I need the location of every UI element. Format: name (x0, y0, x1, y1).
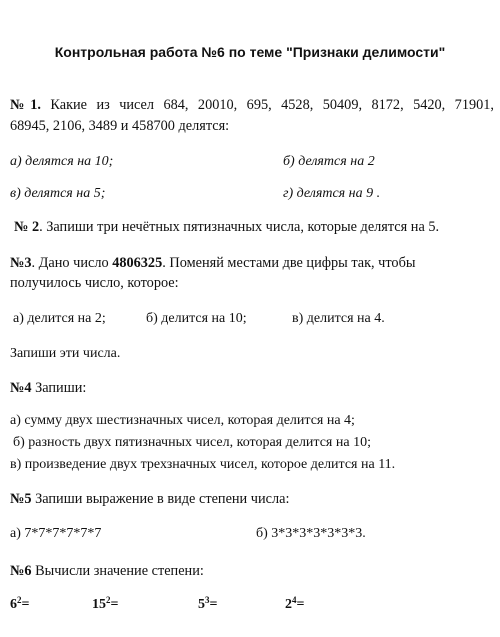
power-item (92, 595, 118, 613)
power-item (285, 595, 304, 613)
power-base: 2 (285, 597, 292, 612)
power-exponent: 2 (106, 595, 111, 605)
task5-heading (10, 490, 494, 509)
task4-number: №4 (10, 380, 32, 396)
task3-option-b: б) делится на 10; (146, 311, 247, 326)
task3-option-c: в) делится на 4. (292, 311, 385, 326)
task5-text: Запиши выражение в виде степени числа: (31, 491, 290, 507)
task6-heading (10, 562, 494, 581)
task3-note: Запиши эти числа. (10, 346, 121, 361)
power-equals: = (296, 597, 305, 612)
task5-option-b: б) 3*3*3*3*3*3*3. (256, 526, 366, 541)
task3-given-number: 4806325 (112, 255, 163, 271)
task6-text: Вычисли значение степени: (31, 563, 204, 579)
task5-option-a: а) 7*7*7*7*7*7 (10, 526, 102, 541)
task6-number: №6 (10, 563, 32, 579)
power-equals: = (21, 597, 30, 612)
task1-option-c: в) делятся на 5; (10, 186, 106, 201)
page-title: Контрольная работа №6 по теме "Признаки делимости" (54, 44, 446, 60)
task1-option-a: а) делятся на 10; (10, 154, 114, 169)
power-item (198, 595, 217, 613)
task1-option-d: г) делятся на 9 . (283, 186, 381, 201)
task2 (14, 218, 498, 237)
task3-line1 (10, 254, 494, 273)
task3-number: №3 (10, 255, 32, 271)
task4-option-a: а) сумму двух шестизначных чисел, которая делится на 4; (10, 413, 355, 428)
power-base: 6 (10, 597, 17, 612)
task1-text-line1: Какие из чисел 684, 20010, 695, 4528, 50409, 8172, 5420, 71901, (50, 97, 494, 113)
power-equals: = (209, 597, 218, 612)
task4-heading (10, 379, 494, 398)
task4-option-b: б) разность двух пятизначных чисел, которая делится на 10; (13, 435, 371, 450)
power-exponent: 4 (292, 595, 297, 605)
task1-option-b: б) делятся на 2 (283, 154, 375, 169)
task5-number: №5 (10, 491, 32, 507)
task3-option-a: а) делится на 2; (13, 311, 106, 326)
power-item (10, 595, 29, 613)
task1-number: №1. (10, 97, 41, 113)
task3-text-post: . Поменяй местами две цифры так, чтобы (162, 255, 416, 271)
task1-text-line2: 68945, 2106, 3489 и 458700 делятся: (10, 118, 230, 134)
task2-text: . Запиши три нечётных пятизначных числа, которые делятся на 5. (39, 219, 440, 235)
task2-number: № 2 (14, 219, 40, 235)
power-exponent: 2 (17, 595, 22, 605)
task4-option-c: в) произведение двух трехзначных чисел, которое делится на 11. (10, 457, 396, 472)
power-equals: = (110, 597, 119, 612)
task3-text-pre: . Дано число (31, 255, 113, 271)
power-base: 15 (92, 597, 106, 612)
power-base: 5 (198, 597, 205, 612)
task4-text: Запиши: (31, 380, 87, 396)
task3-text-line2: получилось число, которое: (10, 275, 179, 291)
task1-line1 (10, 96, 494, 115)
power-exponent: 3 (205, 595, 210, 605)
